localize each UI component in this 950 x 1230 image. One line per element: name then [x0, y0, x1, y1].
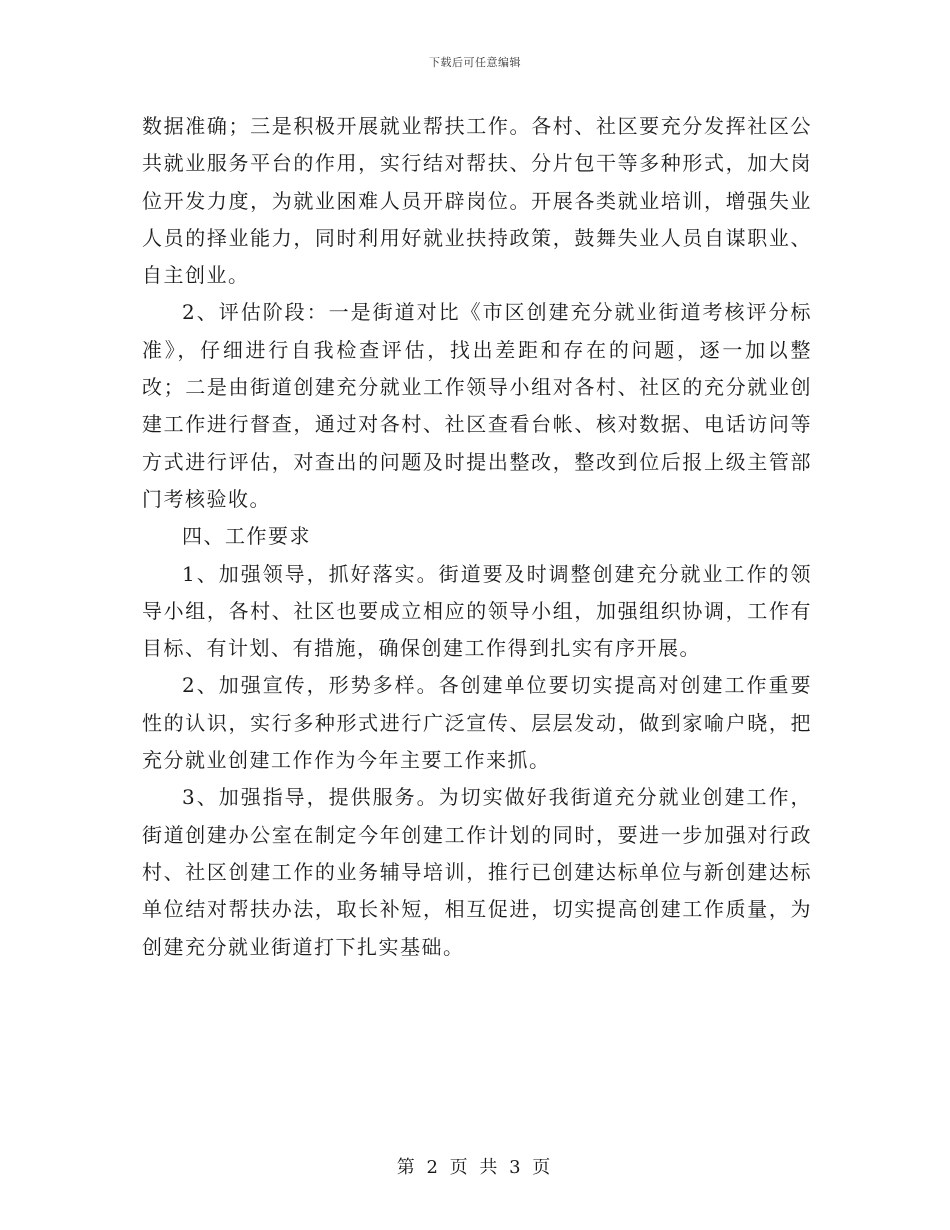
section-heading-work-requirements: 四、工作要求: [182, 524, 311, 549]
page-header-note: 下载后可任意编辑: [429, 56, 521, 69]
paragraph-continued: 数据准确；三是积极开展就业帮扶工作。各村、社区要充分发挥社区公共就业服务平台的作用，实行结对帮扶、分片包干等多种形式，加大岗位开发力度，为就业困难人员开辟岗位。开展各类就业培训，增强失业人员的择业能力，同时利用好就业扶持政策，鼓舞失业人员自谋职业、自主创业。: [142, 114, 812, 288]
paragraph-leadership: 1、加强领导，抓好落实。街道要及时调整创建充分就业工作的领导小组，各村、社区也要成立相应的领导小组，加强组织协调，工作有目标、有计划、有措施，确保创建工作得到扎实有序开展。: [142, 561, 812, 661]
paragraph-publicity: 2、加强宣传，形势多样。各创建单位要切实提高对创建工作重要性的认识，实行多种形式进行广泛宣传、层层发动，做到家喻户晓，把充分就业创建工作作为今年主要工作来抓。: [142, 673, 812, 773]
paragraph-guidance: 3、加强指导，提供服务。为切实做好我街道充分就业创建工作，街道创建办公室在制定今年创建工作计划的同时，要进一步加强对行政村、社区创建工作的业务辅导培训，推行已创建达标单位与新创建达标单位结对帮扶办法，取长补短，相互促进，切实提高创建工作质量，为创建充分就业街道打下扎实基础。: [142, 785, 812, 959]
document-body: [142, 108, 812, 966]
paragraph-evaluation-stage: 2、评估阶段：一是街道对比《市区创建充分就业街道考核评分标准》，仔细进行自我检查评估，找出差距和存在的问题，逐一加以整改；二是由街道创建充分就业工作领导小组对各村、社区的充分就业创建工作进行督查，通过对各村、社区查看台帐、核对数据、电话访问等方式进行评估，对查出的问题及时提出整改，整改到位后报上级主管部门考核验收。: [142, 300, 812, 511]
page-number: 第 2 页 共 3 页: [396, 1157, 554, 1178]
